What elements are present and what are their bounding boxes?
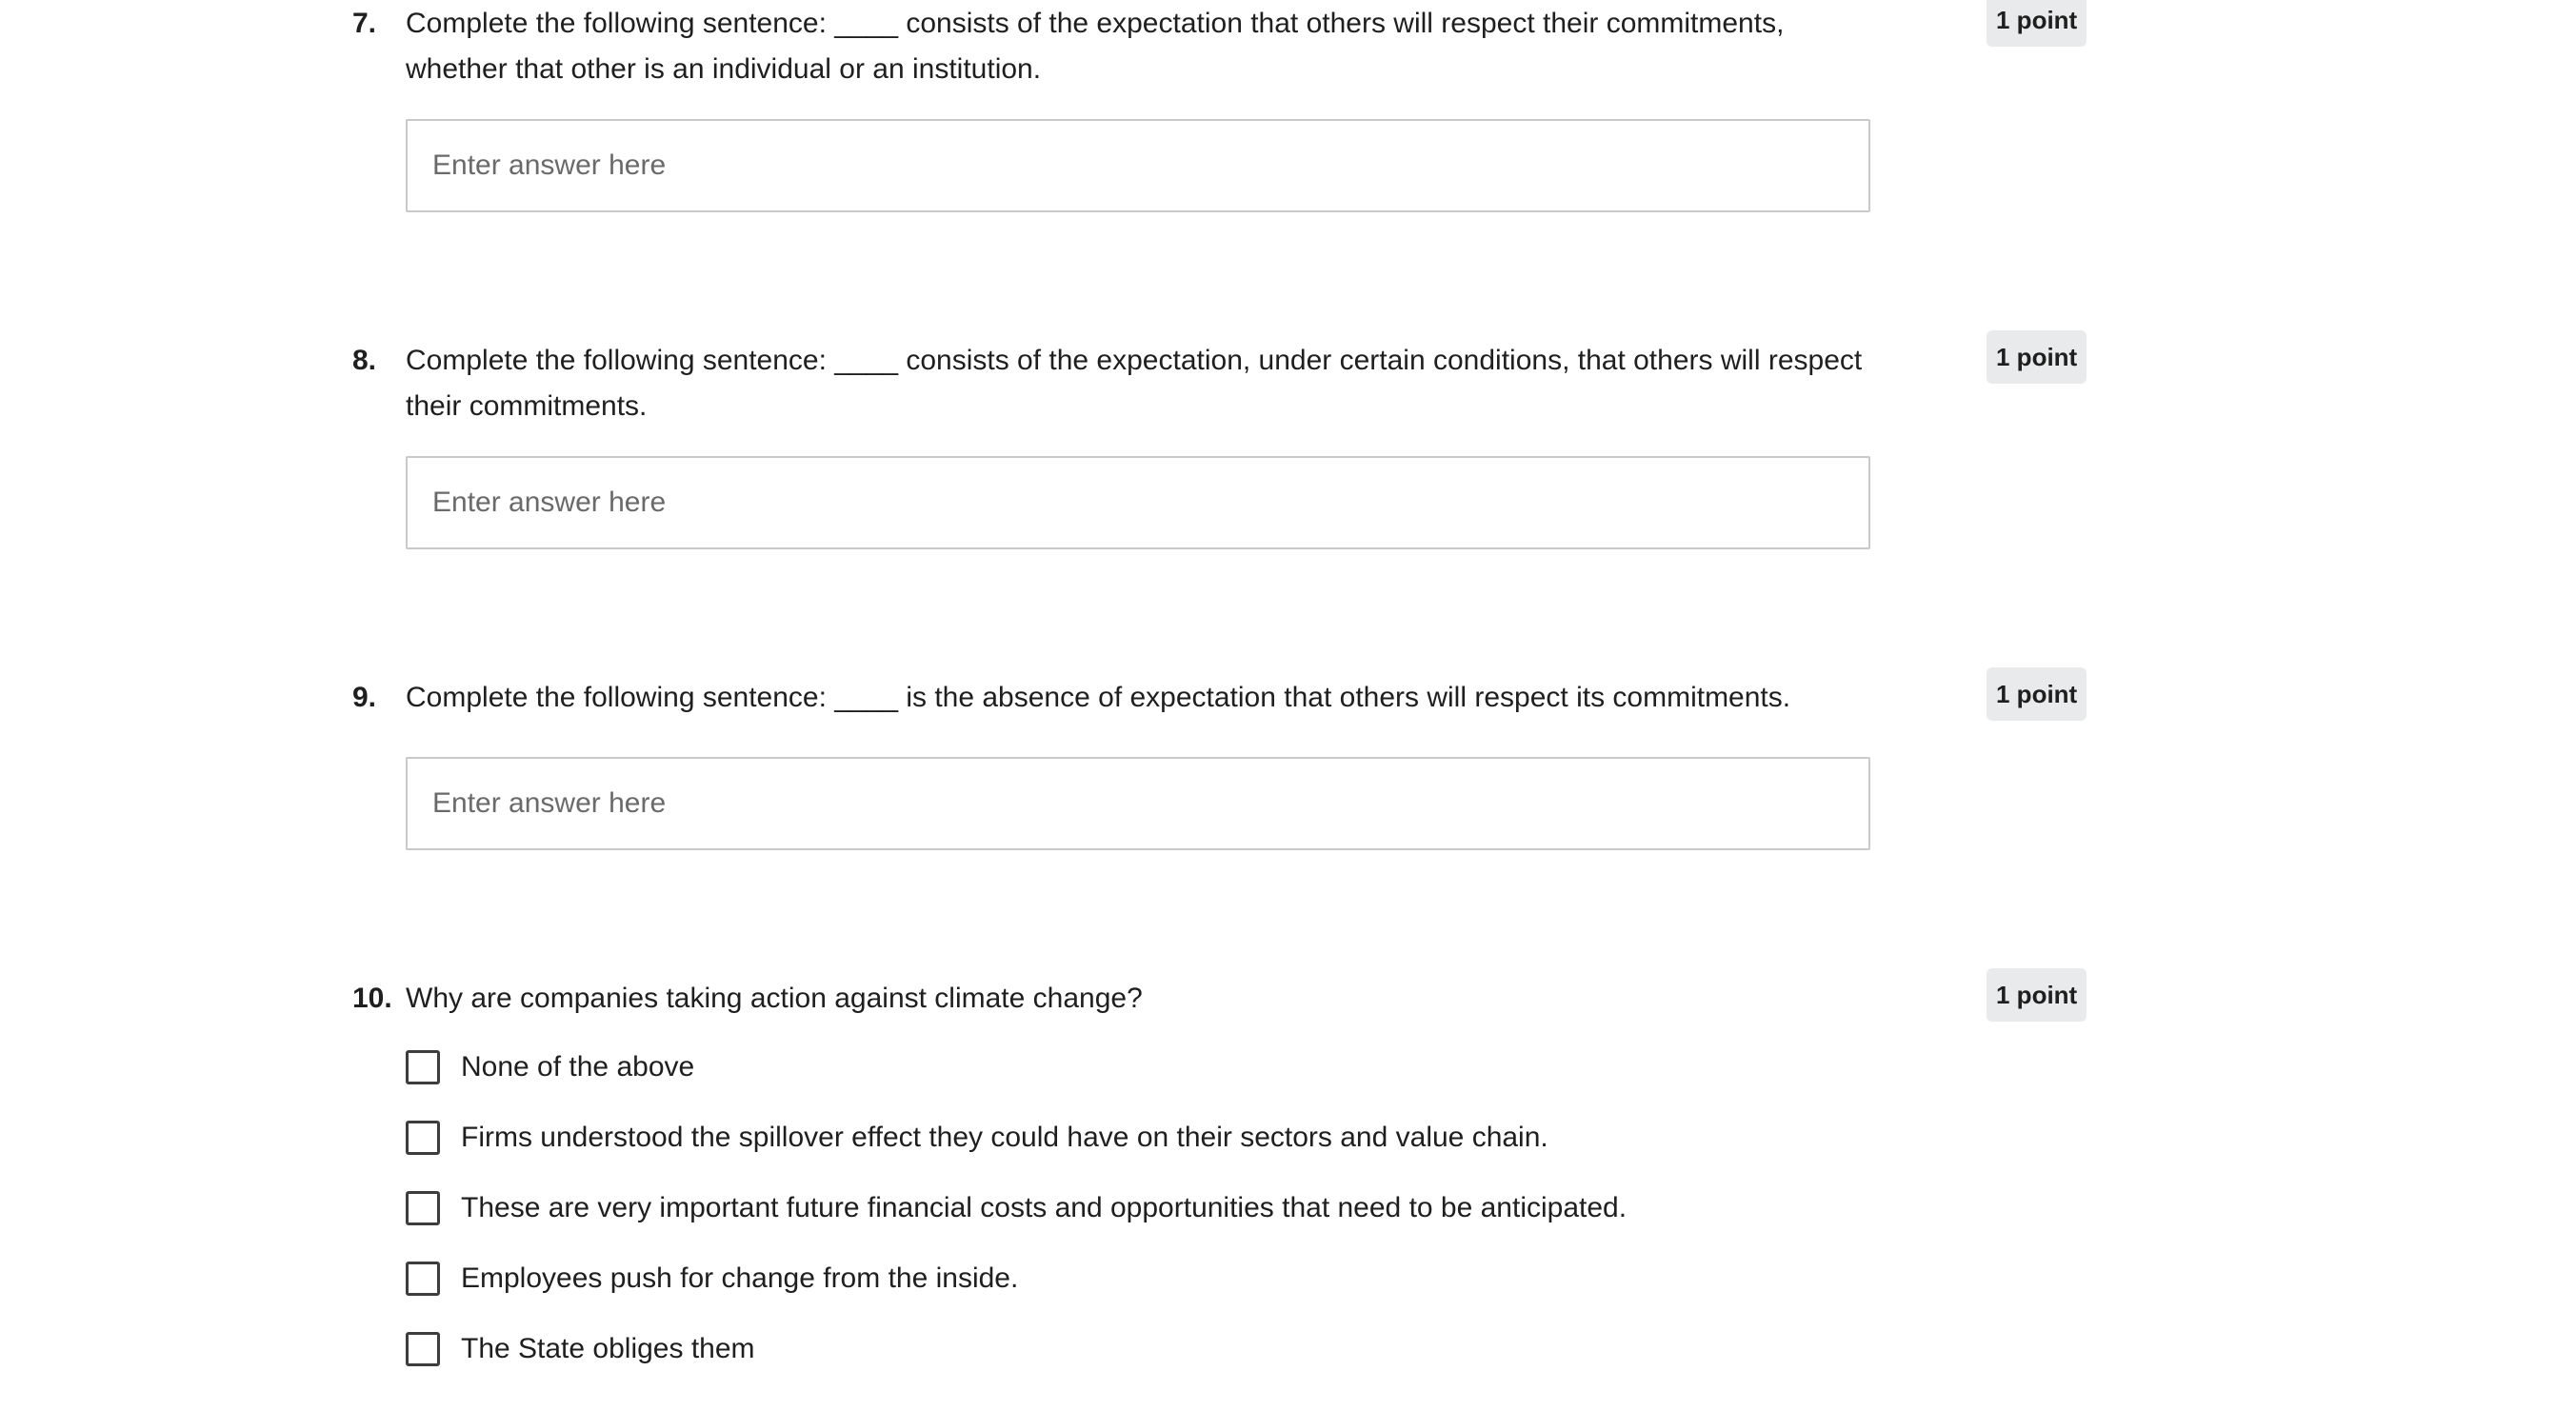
question-text: Why are companies taking action against climate change? xyxy=(406,983,1143,1014)
option-employees-push[interactable] xyxy=(406,1256,1018,1302)
question-text: Complete the following sentence: ____ consists of the expectation, under certain conditions, that others will respect their commitments. xyxy=(406,345,1863,422)
points-badge: 1 point xyxy=(1987,0,2087,47)
checkbox[interactable] xyxy=(406,1191,440,1225)
question-number: 10. xyxy=(352,983,392,1014)
option-financial-costs[interactable] xyxy=(406,1185,1627,1231)
points-badge: 1 point xyxy=(1987,330,2087,384)
checkbox[interactable] xyxy=(406,1050,440,1084)
points-badge: 1 point xyxy=(1987,968,2087,1022)
question-text: Complete the following sentence: ____ is the absence of expectation that others will respect its commitments. xyxy=(406,682,1791,713)
answer-input[interactable] xyxy=(406,119,1870,212)
checkbox[interactable] xyxy=(406,1332,440,1366)
option-label: These are very important future financial costs and opportunities that need to be anticipated. xyxy=(461,1192,1627,1223)
option-state-obliges[interactable] xyxy=(406,1326,755,1372)
points-badge: 1 point xyxy=(1987,667,2087,721)
option-none-of-the-above[interactable] xyxy=(406,1044,694,1090)
question-text: Complete the following sentence: ____ consists of the expectation that others will respect their commitments, whether that other is an individual or an institution. xyxy=(406,8,1785,85)
checkbox[interactable] xyxy=(406,1262,440,1296)
option-label: None of the above xyxy=(461,1051,695,1083)
question-number: 7. xyxy=(352,8,377,39)
answer-input[interactable] xyxy=(406,456,1870,549)
question-number: 8. xyxy=(352,345,377,376)
option-label: Employees push for change from the inside. xyxy=(461,1262,1019,1294)
option-spillover-effect[interactable] xyxy=(406,1115,1548,1161)
question-number: 9. xyxy=(352,682,377,713)
checkbox[interactable] xyxy=(406,1121,440,1155)
option-label: The State obliges them xyxy=(461,1333,755,1364)
answer-input[interactable] xyxy=(406,757,1870,850)
option-label: Firms understood the spillover effect they could have on their sectors and value chain. xyxy=(461,1122,1548,1153)
